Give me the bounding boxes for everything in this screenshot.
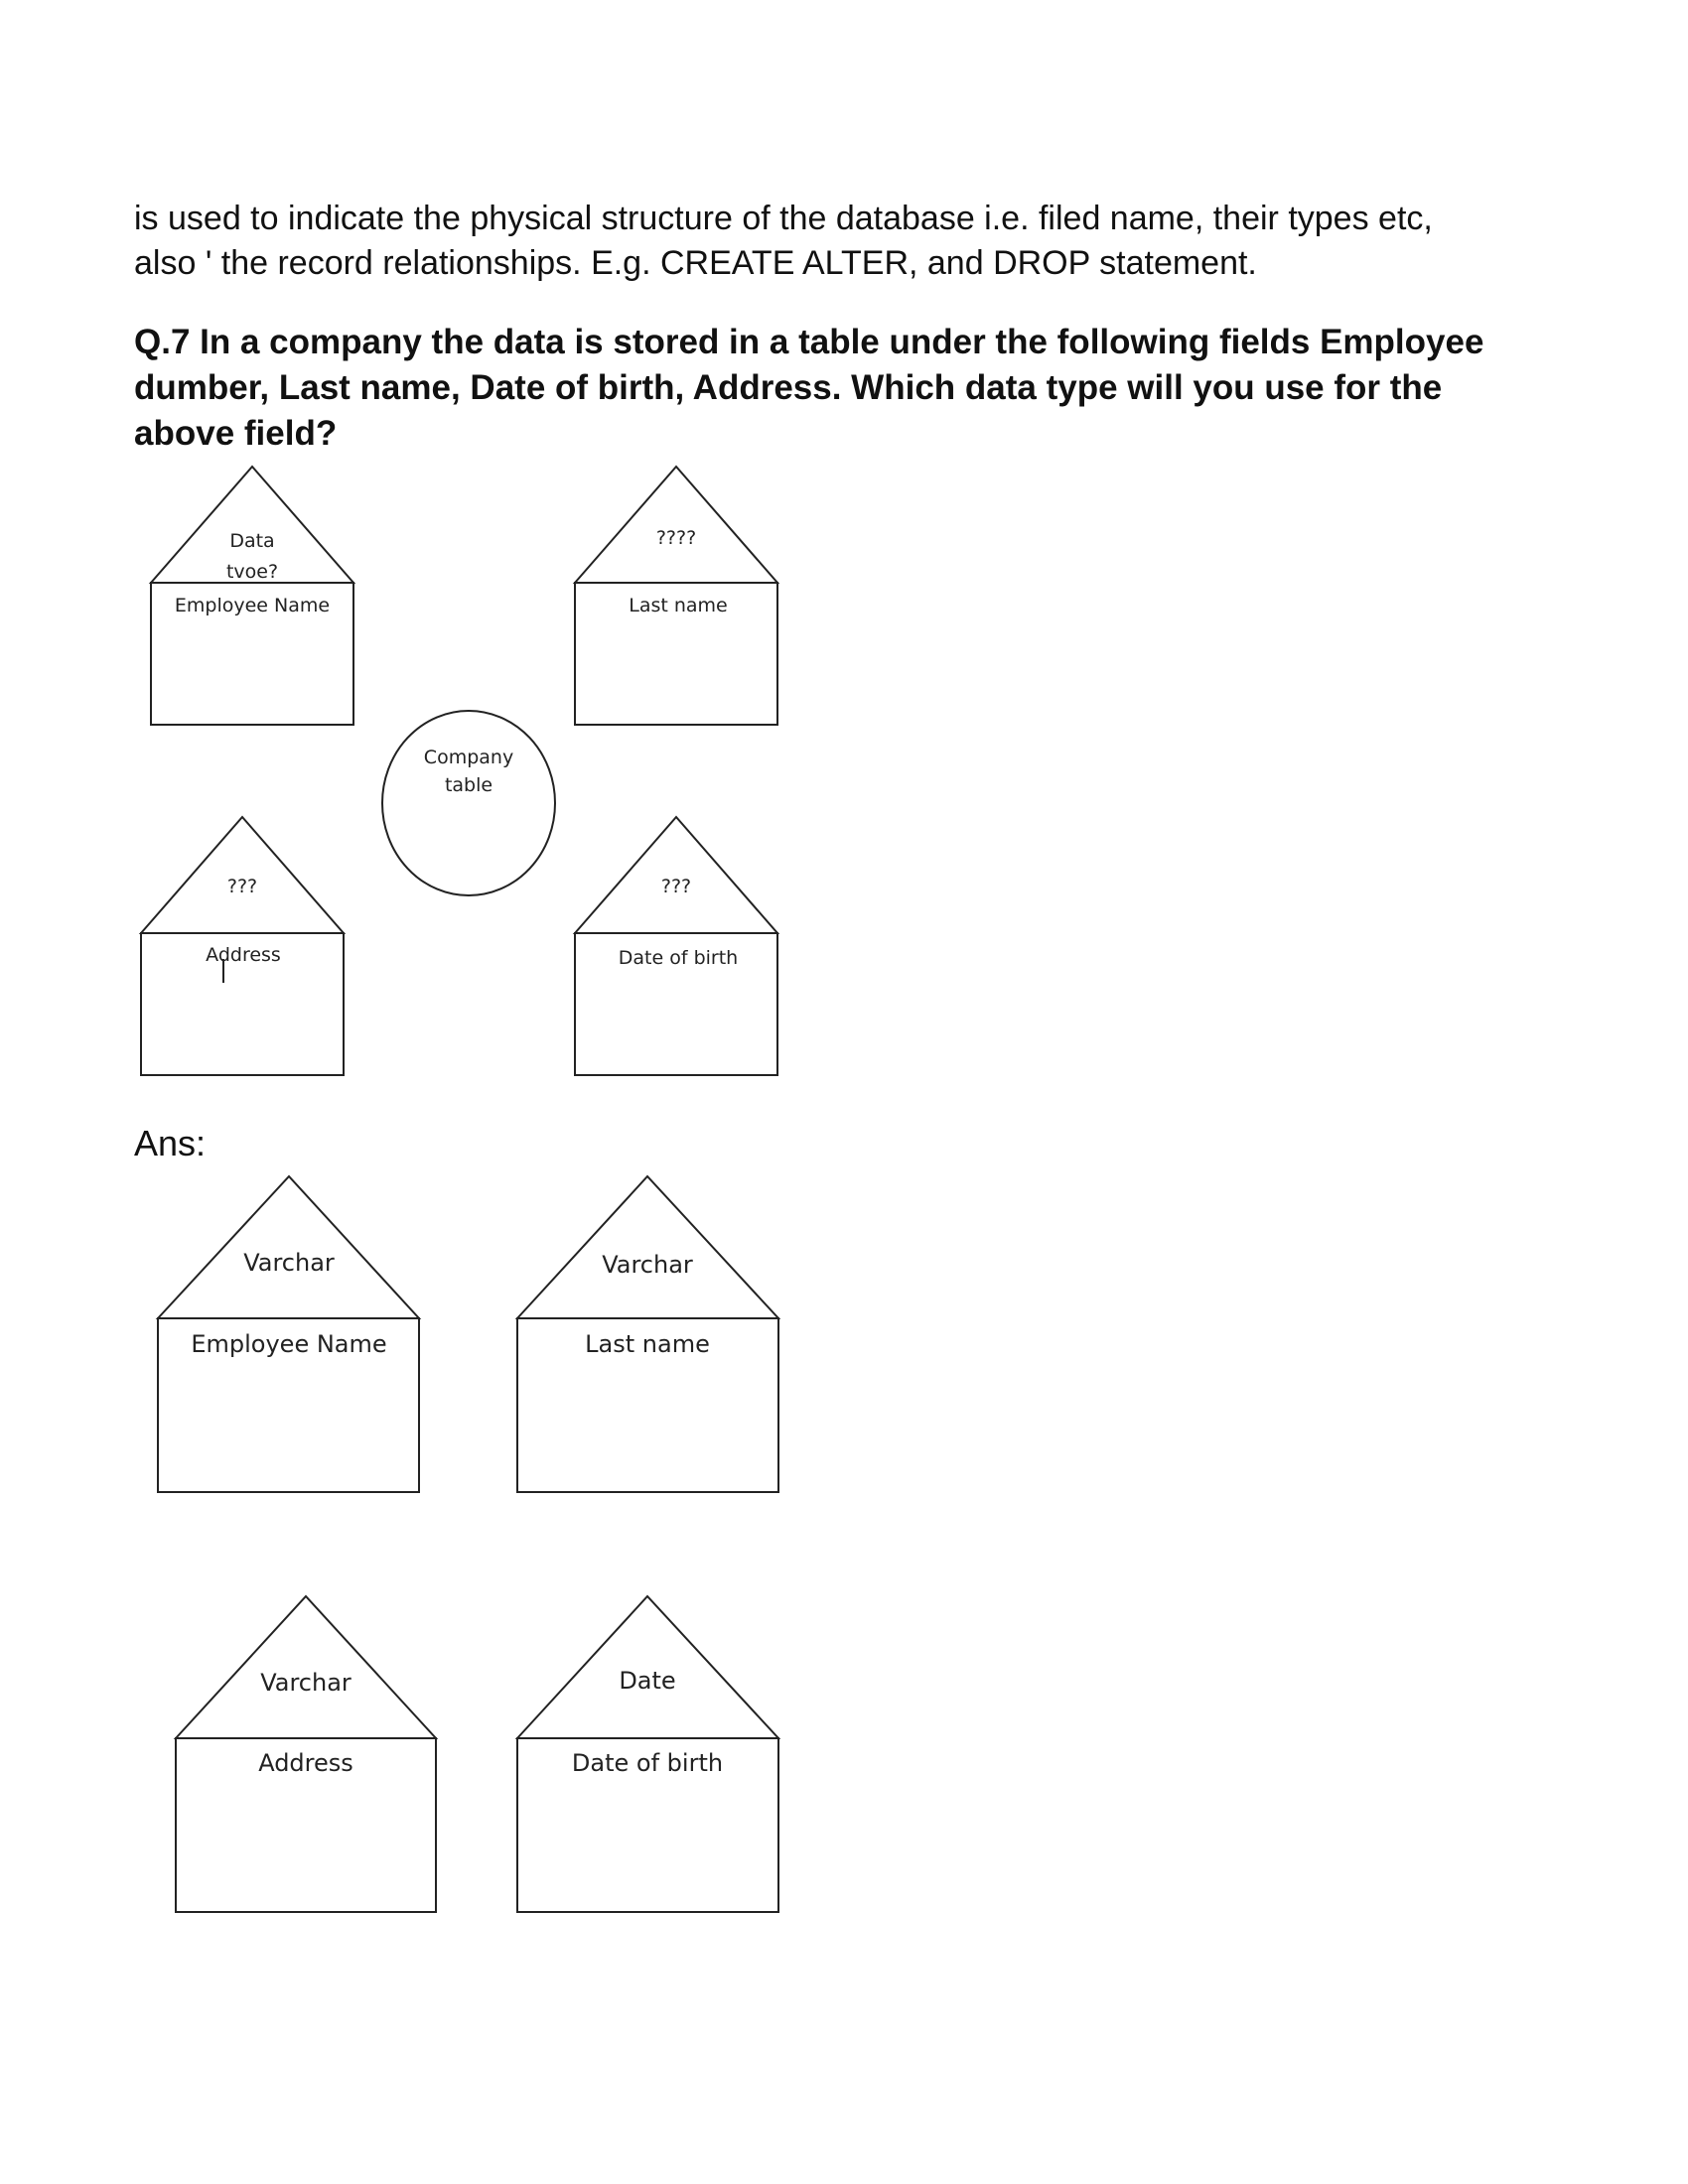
field-label: Address <box>258 1749 353 1777</box>
field-label: Date of birth <box>618 947 739 969</box>
house-roof <box>517 1176 778 1318</box>
center-label: Company <box>423 747 514 768</box>
field-label: Last name <box>629 595 728 616</box>
roof-label: ??? <box>226 876 258 897</box>
house-roof <box>158 1176 419 1318</box>
field-label: Address <box>206 944 281 966</box>
roof-label: tvoe? <box>225 561 279 583</box>
roof-label: Data <box>229 530 275 552</box>
question-line: Q.7 In a company the data is stored in a table under the following fields Employee <box>134 323 1484 361</box>
roof-label: Varchar <box>243 1249 335 1277</box>
intro-line: also ' the record relationships. E.g. CREATE ALTER, and DROP statement. <box>134 244 1257 282</box>
house-roof <box>575 467 777 583</box>
roof-label: Varchar <box>260 1669 352 1697</box>
roof-label: Varchar <box>602 1251 693 1279</box>
field-label: Date of birth <box>571 1749 724 1777</box>
question-line: above field? <box>134 414 338 453</box>
house-roof <box>176 1596 436 1738</box>
answer-label: Ans: <box>134 1123 207 1163</box>
question-line: dumber, Last name, Date of birth, Address. Which data type will you use for the <box>134 368 1443 407</box>
field-label: Employee Name <box>191 1330 387 1358</box>
center-label: table <box>444 774 493 796</box>
company-table-circle <box>382 711 555 895</box>
roof-label: ??? <box>660 876 692 897</box>
intro-line: is used to indicate the physical structure of the database i.e. filed name, their types etc, <box>134 200 1433 237</box>
field-label: Employee Name <box>174 595 331 616</box>
field-label: Last name <box>585 1330 710 1358</box>
roof-label: Date <box>619 1667 676 1695</box>
roof-label: ???? <box>655 527 697 549</box>
